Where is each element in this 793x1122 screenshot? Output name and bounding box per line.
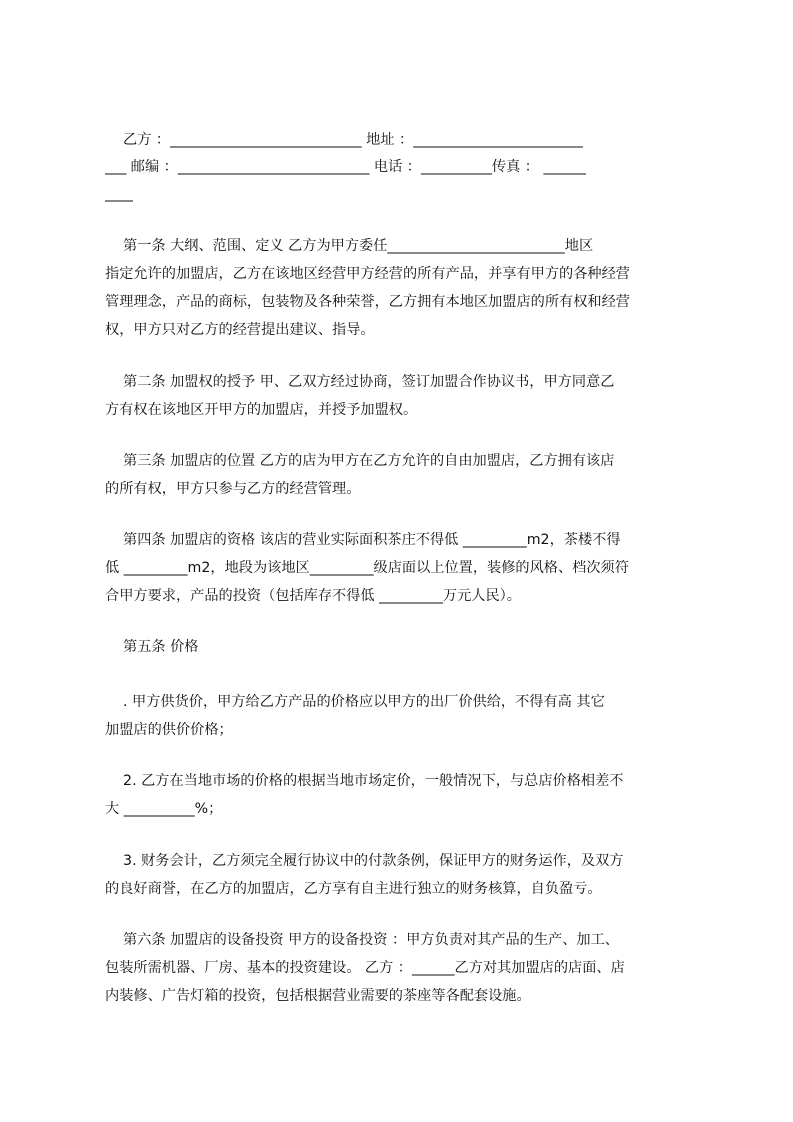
text-line: 第六条 加盟店的设备投资 甲方的设备投资 ：甲方负责对其产品的生产、加工、 (105, 932, 619, 948)
text-line: 第四条 加盟店的资格 该店的营业实际面积茶庄不得低 _________m2，茶楼不得 (105, 532, 621, 548)
text-line: ____ (105, 186, 134, 202)
text-line: 第一条 大纲、范围、定义 乙方为甲方委任_________________________地区 (105, 238, 594, 254)
text-line: 第三条 加盟店的位置 乙方的店为甲方在乙方允许的自由加盟店，乙方拥有该店 (105, 453, 615, 469)
text-line: 乙方 ：___________________________ 地址 ：________________________ (105, 132, 584, 148)
text-line: 合甲方要求，产品的投资（包括库存不得低 _________万元人民）。 (105, 588, 521, 604)
text-line: 加盟店的供价价格； (105, 722, 233, 738)
text-line: 包装所需机器、厂房、基本的投资建设。 乙方 ：______乙方对其加盟店的店面、店 (105, 960, 625, 976)
text-line: 方有权在该地区开甲方的加盟店，并授予加盟权。 (105, 402, 418, 418)
text-line: . 甲方供货价，甲方给乙方产品的价格应以甲方的出厂价供给，不得有高 其它 (105, 694, 605, 710)
text-line: 内装修、广告灯箱的投资，包括根据营业需要的茶座等各配套设施。 (105, 988, 531, 1004)
text-line: 指定允许的加盟店，乙方在该地区经营甲方经营的所有产品，并享有甲方的各种经营 (105, 266, 630, 282)
text-line: 低 _________m2，地段为该地区_________级店面以上位置，装修的风格、档次须符 (105, 560, 629, 576)
text-line: 第五条 价格 (105, 639, 199, 655)
text-line: ___ 邮编 ：___________________________ 电话 ：__________传真 ： ______ (105, 159, 587, 175)
text-line: 3. 财务会计，乙方须完全履行协议中的付款条例，保证甲方的财务运作，及双方 (105, 853, 624, 869)
text-line: 大 __________%； (105, 801, 223, 817)
text-line: 第二条 加盟权的授予 甲、乙双方经过协商，签订加盟合作协议书，甲方同意乙 (105, 374, 615, 390)
text-line: 管理理念，产品的商标，包装物及各种荣誉，乙方拥有本地区加盟店的所有权和经营 (105, 294, 630, 310)
text-line: 2. 乙方在当地市场的价格的根据当地市场定价，一般情况下，与总店价格相差不 (105, 773, 624, 789)
text-line: 权，甲方只对乙方的经营提出建议、指导。 (105, 322, 375, 338)
text-line: 的良好商誉，在乙方的加盟店，乙方享有自主进行独立的财务核算，自负盈亏。 (105, 881, 602, 897)
text-line: 的所有权，甲方只参与乙方的经营管理。 (105, 481, 361, 497)
